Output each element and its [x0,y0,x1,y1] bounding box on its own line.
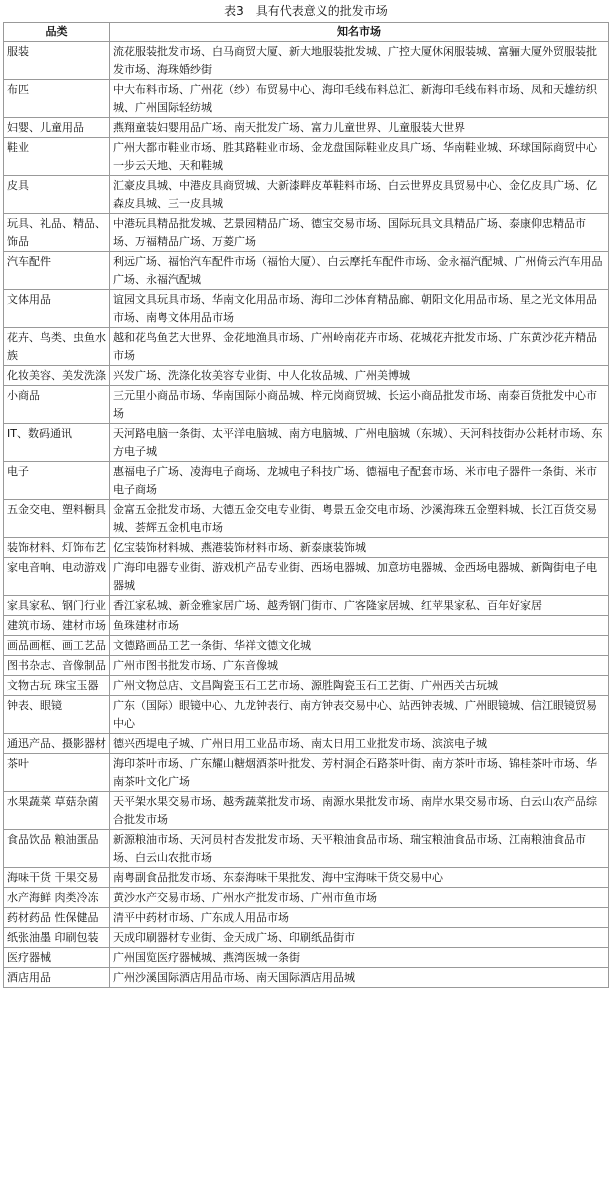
markets-cell: 黄沙水产交易市场、广州水产批发市场、广州市鱼市场 [110,888,609,908]
table-row [4,616,609,636]
table-row [4,558,609,596]
table-row [4,636,609,656]
category-cell: 钟表、眼镜 [4,696,110,734]
category-cell: 花卉、鸟类、虫鱼水族 [4,328,110,366]
table-row [4,138,609,176]
markets-cell: 广州沙溪国际酒店用品市场、南天国际酒店用品城 [110,968,609,988]
markets-cell: 新源粮油市场、天河员村杏发批发市场、天平粮油食品市场、瑞宝粮油食品市场、江南粮油食品市场、白云山农批市场 [110,830,609,868]
markets-cell: 燕翔童装妇婴用品广场、南天批发广场、富力儿童世界、儿童服装大世界 [110,118,609,138]
category-cell: 电子 [4,462,110,500]
category-cell: 布匹 [4,80,110,118]
category-cell: 小商品 [4,386,110,424]
table-row [4,42,609,80]
markets-cell: 海印茶叶市场、广东耀山糖烟酒茶叶批发、芳村洞企石路茶叶街、南方茶叶市场、锦桂茶叶市场、华南茶叶文化广场 [110,754,609,792]
category-cell: 家电音响、电动游戏 [4,558,110,596]
markets-cell: 广海印电器专业街、游戏机产品专业街、西场电器城、加意坊电器城、金西场电器城、新陶街电子电器城 [110,558,609,596]
markets-cell: 清平中药材市场、广东成人用品市场 [110,908,609,928]
markets-cell: 中大布料市场、广州花（纱）布贸易中心、海印毛线布料总汇、新海印毛线布料市场、凤和天雄纺织城、广州国际轻纺城 [110,80,609,118]
category-cell: 画品画框、画工艺品 [4,636,110,656]
category-cell: 海味干货 干果交易 [4,868,110,888]
markets-cell: 德兴西堤电子城、广州日用工业品市场、南太日用工业批发市场、滨滨电子城 [110,734,609,754]
table-row [4,830,609,868]
markets-cell: 广州大都市鞋业市场、胜其路鞋业市场、金龙盘国际鞋业皮具广场、华南鞋业城、环球国际商贸中心一步云天地、天和鞋城 [110,138,609,176]
markets-cell: 三元里小商品市场、华南国际小商品城、梓元岗商贸城、长运小商品批发市场、南泰百货批发中心市场 [110,386,609,424]
markets-cell: 香江家私城、新金雅家居广场、越秀钢门街市、广客隆家居城、红苹果家私、百年好家居 [110,596,609,616]
table-row [4,928,609,948]
markets-cell: 广州市图书批发市场、广东音像城 [110,656,609,676]
table-row [4,462,609,500]
category-cell: 服装 [4,42,110,80]
table-row [4,888,609,908]
category-cell: 家具家私、钢门行业 [4,596,110,616]
category-cell: 装饰材料、灯饰布艺 [4,538,110,558]
table-row [4,596,609,616]
markets-cell: 中港玩具精品批发城、艺景园精品广场、德宝交易市场、国际玩具文具精品广场、泰康仰忠精品市场、万福精品广场、万菱广场 [110,214,609,252]
category-cell: 茶叶 [4,754,110,792]
markets-cell: 文德路画品工艺一条街、华祥文德文化城 [110,636,609,656]
category-cell: 药材药品 性保健品 [4,908,110,928]
category-cell: 玩具、礼品、精品、饰品 [4,214,110,252]
markets-cell: 汇豪皮具城、中港皮具商贸城、大新漆畔皮革鞋料市场、白云世界皮具贸易中心、金亿皮具广场、亿森皮具城、三一皮具城 [110,176,609,214]
category-cell: 水果蔬菜 草菇杂菌 [4,792,110,830]
table-row [4,424,609,462]
category-cell: 皮具 [4,176,110,214]
markets-cell: 惠福电子广场、凌海电子商场、龙城电子科技广场、德福电子配套市场、米市电子器件一条街、米市电子商场 [110,462,609,500]
table-row [4,252,609,290]
markets-cell: 流花服装批发市场、白马商贸大厦、新大地服装批发城、广控大厦休闲服装城、富骊大厦外贸服装批发市场、海珠婚纱街 [110,42,609,80]
category-cell: 五金交电、塑料橱具 [4,500,110,538]
category-cell: IT、数码通讯 [4,424,110,462]
markets-cell: 兴发广场、洗涤化妆美容专业街、中人化妆品城、广州美博城 [110,366,609,386]
table-row [4,656,609,676]
table-header-row [4,23,609,42]
table-row [4,792,609,830]
table-row [4,868,609,888]
table-row [4,328,609,366]
table-row [4,366,609,386]
markets-cell: 天成印刷器材专业街、金天成广场、印刷纸品街市 [110,928,609,948]
table-row [4,696,609,734]
table-row [4,500,609,538]
category-cell: 图书杂志、音像制品 [4,656,110,676]
table-row [4,214,609,252]
markets-cell: 广东（国际）眼镜中心、九龙钟表行、南方钟表交易中心、站西钟表城、广州眼镜城、信江眼镜贸易中心 [110,696,609,734]
table-row [4,386,609,424]
table-row [4,538,609,558]
category-cell: 建筑市场、建材市场 [4,616,110,636]
markets-cell: 南粤副食品批发市场、东泰海味干果批发、海中宝海味干货交易中心 [110,868,609,888]
markets-cell: 越和花鸟鱼艺大世界、金花地渔具市场、广州岭南花卉市场、花城花卉批发市场、广东黄沙花卉精品市场 [110,328,609,366]
category-cell: 文物古玩 珠宝玉器 [4,676,110,696]
table-row [4,676,609,696]
wholesale-market-table [3,22,609,988]
category-cell: 汽车配件 [4,252,110,290]
category-cell: 纸张油墨 印刷包装 [4,928,110,948]
header-markets: 知名市场 [110,23,609,42]
table-row [4,290,609,328]
category-cell: 妇婴、儿童用品 [4,118,110,138]
category-cell: 文体用品 [4,290,110,328]
category-cell: 水产海鲜 肉类冷冻 [4,888,110,908]
category-cell: 通迅产品、摄影器材 [4,734,110,754]
category-cell: 鞋业 [4,138,110,176]
markets-cell: 广州文物总店、文昌陶瓷玉石工艺市场、源胜陶瓷玉石工艺街、广州西关古玩城 [110,676,609,696]
table-row [4,80,609,118]
markets-cell: 利远广场、福怡汽车配件市场（福怡大厦）、白云摩托车配件市场、金永福汽配城、广州倚云汽车用品广场、永福汽配城 [110,252,609,290]
markets-cell: 金富五金批发市场、大德五金交电专业街、粤景五金交电市场、沙溪海珠五金塑料城、长江百货交易城、荟辉五金机电市场 [110,500,609,538]
markets-cell: 鱼珠建材市场 [110,616,609,636]
category-cell: 食品饮品 粮油蛋品 [4,830,110,868]
category-cell: 化妆美容、美发洗涤 [4,366,110,386]
table-row [4,118,609,138]
table-row [4,176,609,214]
table-row [4,734,609,754]
category-cell: 酒店用品 [4,968,110,988]
markets-cell: 天河路电脑一条街、太平洋电脑城、南方电脑城、广州电脑城（东城）、天河科技街办公耗材市场、东方电子城 [110,424,609,462]
markets-cell: 亿宝装饰材料城、燕港装饰材料市场、新泰康装饰城 [110,538,609,558]
category-cell: 医疗器械 [4,948,110,968]
table-row [4,908,609,928]
table-row [4,754,609,792]
table-row [4,968,609,988]
markets-cell: 广州国览医疗器械城、燕湾医城一条街 [110,948,609,968]
table-row [4,948,609,968]
markets-cell: 谊园文具玩具市场、华南文化用品市场、海印二沙体育精品廊、朝阳文化用品市场、星之光文体用品市场、南粤文体用品市场 [110,290,609,328]
table-caption: 表3 具有代表意义的批发市场 [224,4,388,18]
header-category: 品类 [4,23,110,42]
markets-cell: 天平架水果交易市场、越秀蔬菜批发市场、南源水果批发市场、南岸水果交易市场、白云山农产品综合批发市场 [110,792,609,830]
